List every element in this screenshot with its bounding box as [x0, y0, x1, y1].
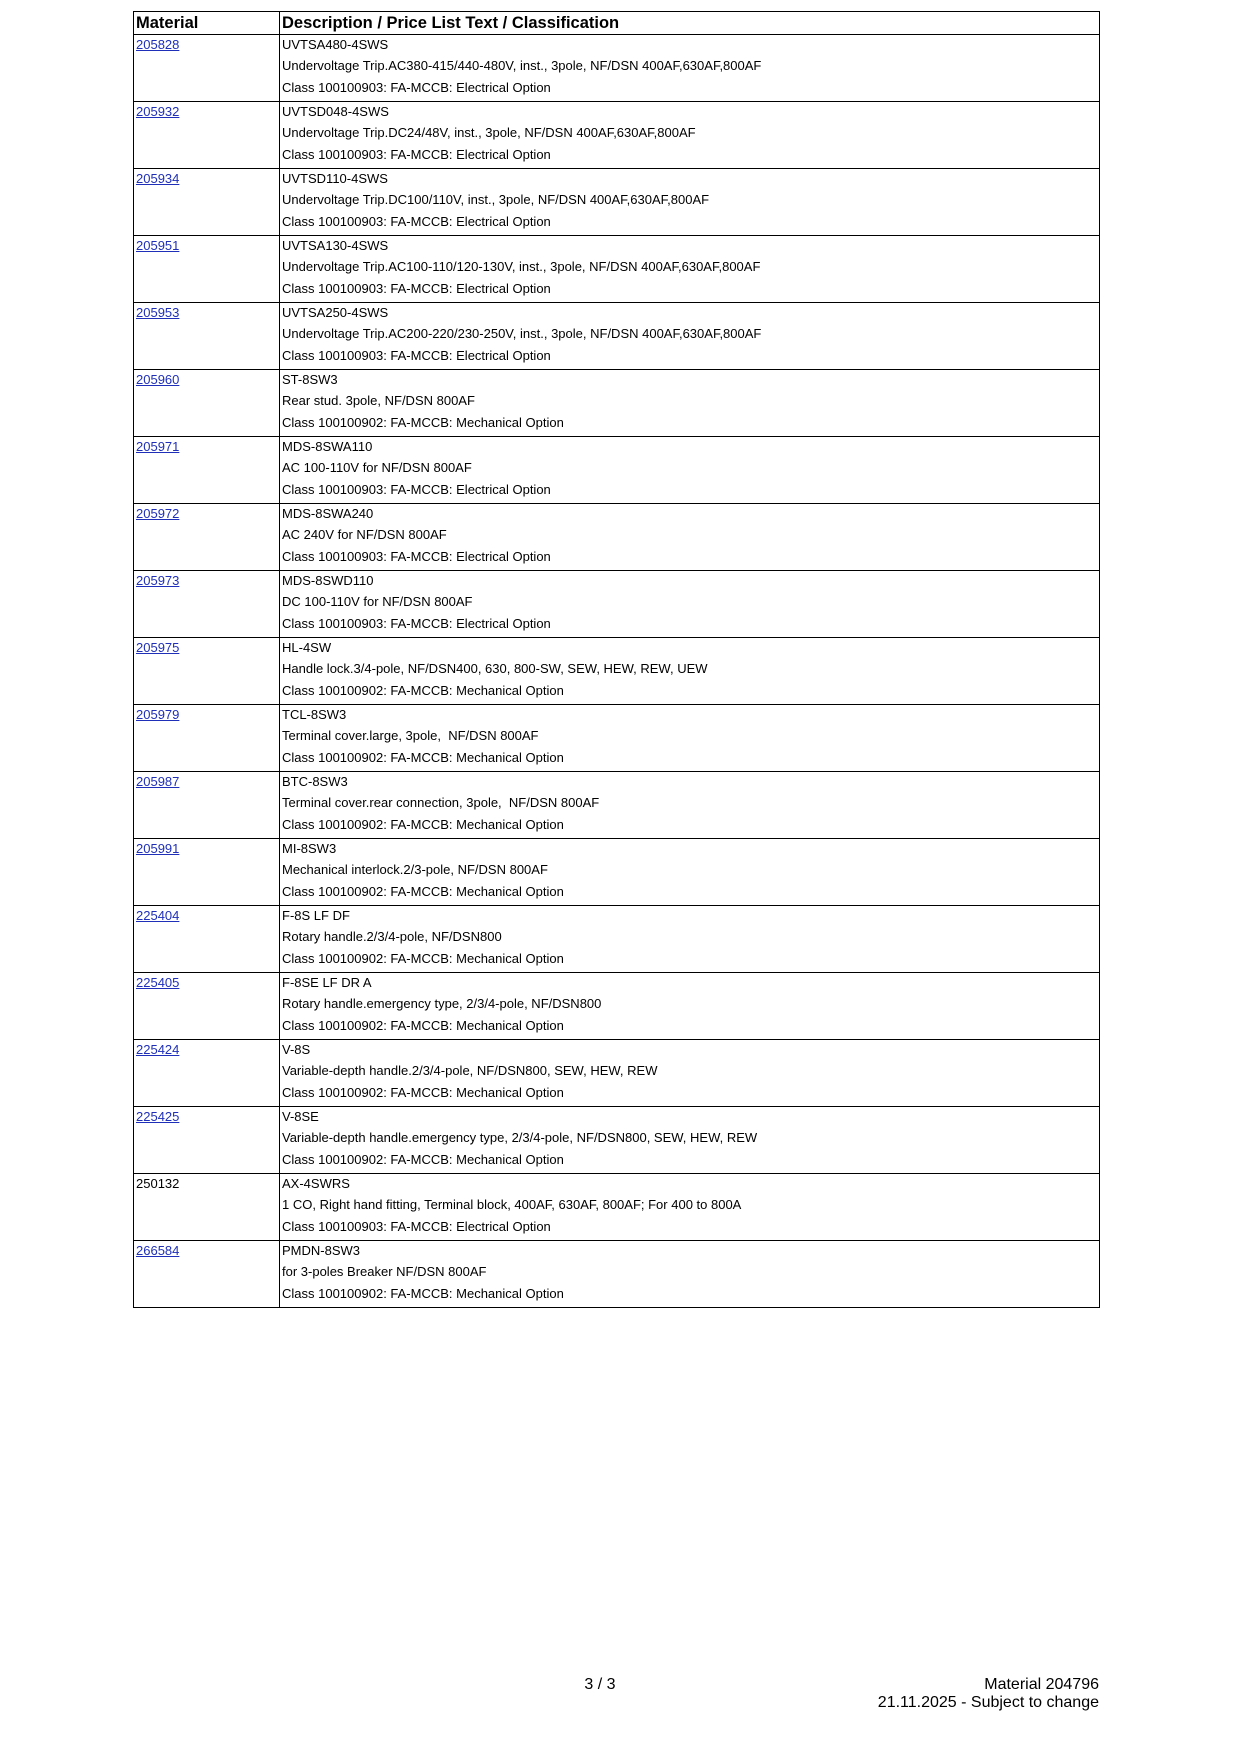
- price-list-text: AC 240V for NF/DSN 800AF: [282, 527, 447, 542]
- classification: Class 100100902: FA-MCCB: Mechanical Option: [282, 1286, 564, 1302]
- table-row: [134, 973, 1100, 1040]
- material-cell: [134, 571, 280, 638]
- material-number-link[interactable]: 266584: [136, 1243, 180, 1258]
- material-number-link[interactable]: 205971: [136, 439, 180, 454]
- table-row: [134, 1040, 1100, 1107]
- material-cell: [134, 1241, 280, 1308]
- material-code: UVTSA250-4SWS: [282, 305, 389, 320]
- classification: Class 100100903: FA-MCCB: Electrical Option: [282, 482, 551, 498]
- table-row: [134, 1107, 1100, 1174]
- description-cell: [280, 303, 1100, 370]
- material-code: V-8SE: [282, 1109, 319, 1124]
- material-cell: [134, 839, 280, 906]
- material-code: UVTSA130-4SWS: [282, 238, 389, 253]
- classification: Class 100100903: FA-MCCB: Electrical Option: [282, 281, 551, 297]
- material-number-link[interactable]: 205972: [136, 506, 180, 521]
- material-number-link[interactable]: 225424: [136, 1042, 180, 1057]
- material-number-link[interactable]: 225404: [136, 908, 180, 923]
- price-list-text: Rear stud. 3pole, NF/DSN 800AF: [282, 393, 475, 408]
- page-number: 3 / 3: [584, 1676, 616, 1693]
- table-row: [134, 772, 1100, 839]
- material-code: MDS-8SWA240: [282, 506, 374, 521]
- material-code: F-8SE LF DR A: [282, 975, 372, 990]
- description-cell: [280, 973, 1100, 1040]
- description-cell: [280, 1040, 1100, 1107]
- description-cell: [280, 705, 1100, 772]
- description-cell: [280, 437, 1100, 504]
- material-cell: [134, 1107, 280, 1174]
- material-number-link[interactable]: 205932: [136, 104, 180, 119]
- description-cell: [280, 839, 1100, 906]
- material-code: MDS-8SWD110: [282, 573, 374, 588]
- table-row: [134, 1174, 1100, 1241]
- material-code: BTC-8SW3: [282, 774, 348, 789]
- description-cell: [280, 236, 1100, 303]
- material-cell: [134, 504, 280, 571]
- table-row: [134, 571, 1100, 638]
- description-cell: [280, 638, 1100, 705]
- description-cell: [280, 370, 1100, 437]
- description-cell: [280, 1241, 1100, 1308]
- material-code: F-8S LF DF: [282, 908, 350, 923]
- description-cell: [280, 906, 1100, 973]
- price-list-text: DC 100-110V for NF/DSN 800AF: [282, 594, 473, 609]
- material-cell: [134, 1174, 280, 1241]
- material-number-link[interactable]: 205991: [136, 841, 180, 856]
- material-cell: [134, 102, 280, 169]
- material-cell: [134, 437, 280, 504]
- material-cell: [134, 705, 280, 772]
- table-row: [134, 906, 1100, 973]
- classification: Class 100100902: FA-MCCB: Mechanical Option: [282, 951, 564, 967]
- description-cell: [280, 1174, 1100, 1241]
- table-row: [134, 638, 1100, 705]
- material-cell: [134, 973, 280, 1040]
- classification: Class 100100903: FA-MCCB: Electrical Option: [282, 1219, 551, 1235]
- classification: Class 100100902: FA-MCCB: Mechanical Option: [282, 884, 564, 900]
- material-number-link[interactable]: 205973: [136, 573, 180, 588]
- price-list-text: Variable-depth handle.emergency type, 2/3/4-pole, NF/DSN800, SEW, HEW, REW: [282, 1130, 758, 1145]
- price-list-text: Rotary handle.2/3/4-pole, NF/DSN800: [282, 929, 502, 944]
- price-list-text: for 3-poles Breaker NF/DSN 800AF: [282, 1264, 487, 1279]
- material-code: MI-8SW3: [282, 841, 337, 856]
- classification: Class 100100902: FA-MCCB: Mechanical Option: [282, 683, 564, 699]
- description-cell: [280, 169, 1100, 236]
- material-number-link[interactable]: 205960: [136, 372, 180, 387]
- classification: Class 100100902: FA-MCCB: Mechanical Option: [282, 1018, 564, 1034]
- table-body: [134, 35, 1100, 1308]
- material-number-link[interactable]: 225405: [136, 975, 180, 990]
- material-cell: [134, 35, 280, 102]
- material-number-link[interactable]: 225425: [136, 1109, 180, 1124]
- material-column-header: Material: [134, 12, 280, 35]
- classification: Class 100100903: FA-MCCB: Electrical Option: [282, 80, 551, 96]
- price-list-text: Handle lock.3/4-pole, NF/DSN400, 630, 800-SW, SEW, HEW, REW, UEW: [282, 661, 708, 676]
- price-list-text: Undervoltage Trip.DC100/110V, inst., 3pole, NF/DSN 400AF,630AF,800AF: [282, 192, 710, 207]
- description-cell: [280, 504, 1100, 571]
- material-cell: [134, 236, 280, 303]
- material-cell: [134, 169, 280, 236]
- material-cell: [134, 303, 280, 370]
- price-list-text: AC 100-110V for NF/DSN 800AF: [282, 460, 472, 475]
- price-list-text: Undervoltage Trip.DC24/48V, inst., 3pole, NF/DSN 400AF,630AF,800AF: [282, 125, 696, 140]
- price-list-text: Undervoltage Trip.AC380-415/440-480V, inst., 3pole, NF/DSN 400AF,630AF,800AF: [282, 58, 762, 73]
- classification: Class 100100902: FA-MCCB: Mechanical Option: [282, 750, 564, 766]
- materials-table: [133, 11, 1100, 1308]
- description-cell: [280, 571, 1100, 638]
- price-list-text: Variable-depth handle.2/3/4-pole, NF/DSN800, SEW, HEW, REW: [282, 1063, 658, 1078]
- material-cell: [134, 906, 280, 973]
- description-cell: [280, 1107, 1100, 1174]
- price-list-text: Terminal cover.large, 3pole, NF/DSN 800AF: [282, 728, 539, 743]
- price-list-text: Undervoltage Trip.AC100-110/120-130V, inst., 3pole, NF/DSN 400AF,630AF,800AF: [282, 259, 761, 274]
- material-number-link[interactable]: 205951: [136, 238, 180, 253]
- material-code: AX-4SWRS: [282, 1176, 350, 1191]
- material-code: HL-4SW: [282, 640, 332, 655]
- footer-info: [878, 1676, 1099, 1712]
- description-cell: [280, 772, 1100, 839]
- classification: Class 100100903: FA-MCCB: Electrical Option: [282, 348, 551, 364]
- price-list-text: Terminal cover.rear connection, 3pole, NF/DSN 800AF: [282, 795, 600, 810]
- table-row: [134, 169, 1100, 236]
- table-row: [134, 35, 1100, 102]
- table-row: [134, 1241, 1100, 1308]
- material-number-link[interactable]: 205987: [136, 774, 180, 789]
- material-code: MDS-8SWA110: [282, 439, 373, 454]
- material-code: TCL-8SW3: [282, 707, 347, 722]
- table-row: [134, 236, 1100, 303]
- price-list-text: Mechanical interlock.2/3-pole, NF/DSN 800AF: [282, 862, 548, 877]
- material-number-link[interactable]: 205828: [136, 37, 180, 52]
- footer-material: Material 204796: [984, 1676, 1099, 1693]
- classification: Class 100100902: FA-MCCB: Mechanical Option: [282, 415, 564, 431]
- price-list-text: 1 CO, Right hand fitting, Terminal block, 400AF, 630AF, 800AF; For 400 to 800A: [282, 1197, 742, 1212]
- classification: Class 100100902: FA-MCCB: Mechanical Option: [282, 1152, 564, 1168]
- description-cell: [280, 35, 1100, 102]
- classification: Class 100100903: FA-MCCB: Electrical Option: [282, 147, 551, 163]
- classification: Class 100100903: FA-MCCB: Electrical Option: [282, 549, 551, 565]
- table-row: [134, 504, 1100, 571]
- material-cell: [134, 638, 280, 705]
- classification: Class 100100902: FA-MCCB: Mechanical Option: [282, 1085, 564, 1101]
- material-number-link[interactable]: 205979: [136, 707, 180, 722]
- table-row: [134, 705, 1100, 772]
- material-cell: [134, 370, 280, 437]
- material-number-link[interactable]: 205953: [136, 305, 180, 320]
- table-row: [134, 370, 1100, 437]
- material-number-link[interactable]: 205975: [136, 640, 180, 655]
- table-row: [134, 437, 1100, 504]
- footer-date-note: 21.11.2025 - Subject to change: [877, 1694, 1099, 1711]
- material-cell: [134, 1040, 280, 1107]
- material-code: PMDN-8SW3: [282, 1243, 361, 1258]
- material-number-link[interactable]: 205934: [136, 171, 180, 186]
- material-code: V-8S: [282, 1042, 311, 1057]
- classification: Class 100100903: FA-MCCB: Electrical Option: [282, 214, 551, 230]
- table-row: [134, 303, 1100, 370]
- material-code: ST-8SW3: [282, 372, 338, 387]
- table-row: [134, 839, 1100, 906]
- table-row: [134, 102, 1100, 169]
- price-list-text: Rotary handle.emergency type, 2/3/4-pole, NF/DSN800: [282, 996, 602, 1011]
- classification: Class 100100902: FA-MCCB: Mechanical Option: [282, 817, 564, 833]
- material-code: UVTSD110-4SWS: [282, 171, 388, 186]
- table-header-row: [134, 12, 1100, 35]
- price-list-text: Undervoltage Trip.AC200-220/230-250V, inst., 3pole, NF/DSN 400AF,630AF,800AF: [282, 326, 762, 341]
- description-column-header: Description / Price List Text / Classification: [280, 12, 1100, 35]
- material-cell: [134, 772, 280, 839]
- material-code: UVTSA480-4SWS: [282, 37, 389, 52]
- material-number: 250132: [136, 1176, 180, 1191]
- description-cell: [280, 102, 1100, 169]
- material-code: UVTSD048-4SWS: [282, 104, 389, 119]
- classification: Class 100100903: FA-MCCB: Electrical Option: [282, 616, 551, 632]
